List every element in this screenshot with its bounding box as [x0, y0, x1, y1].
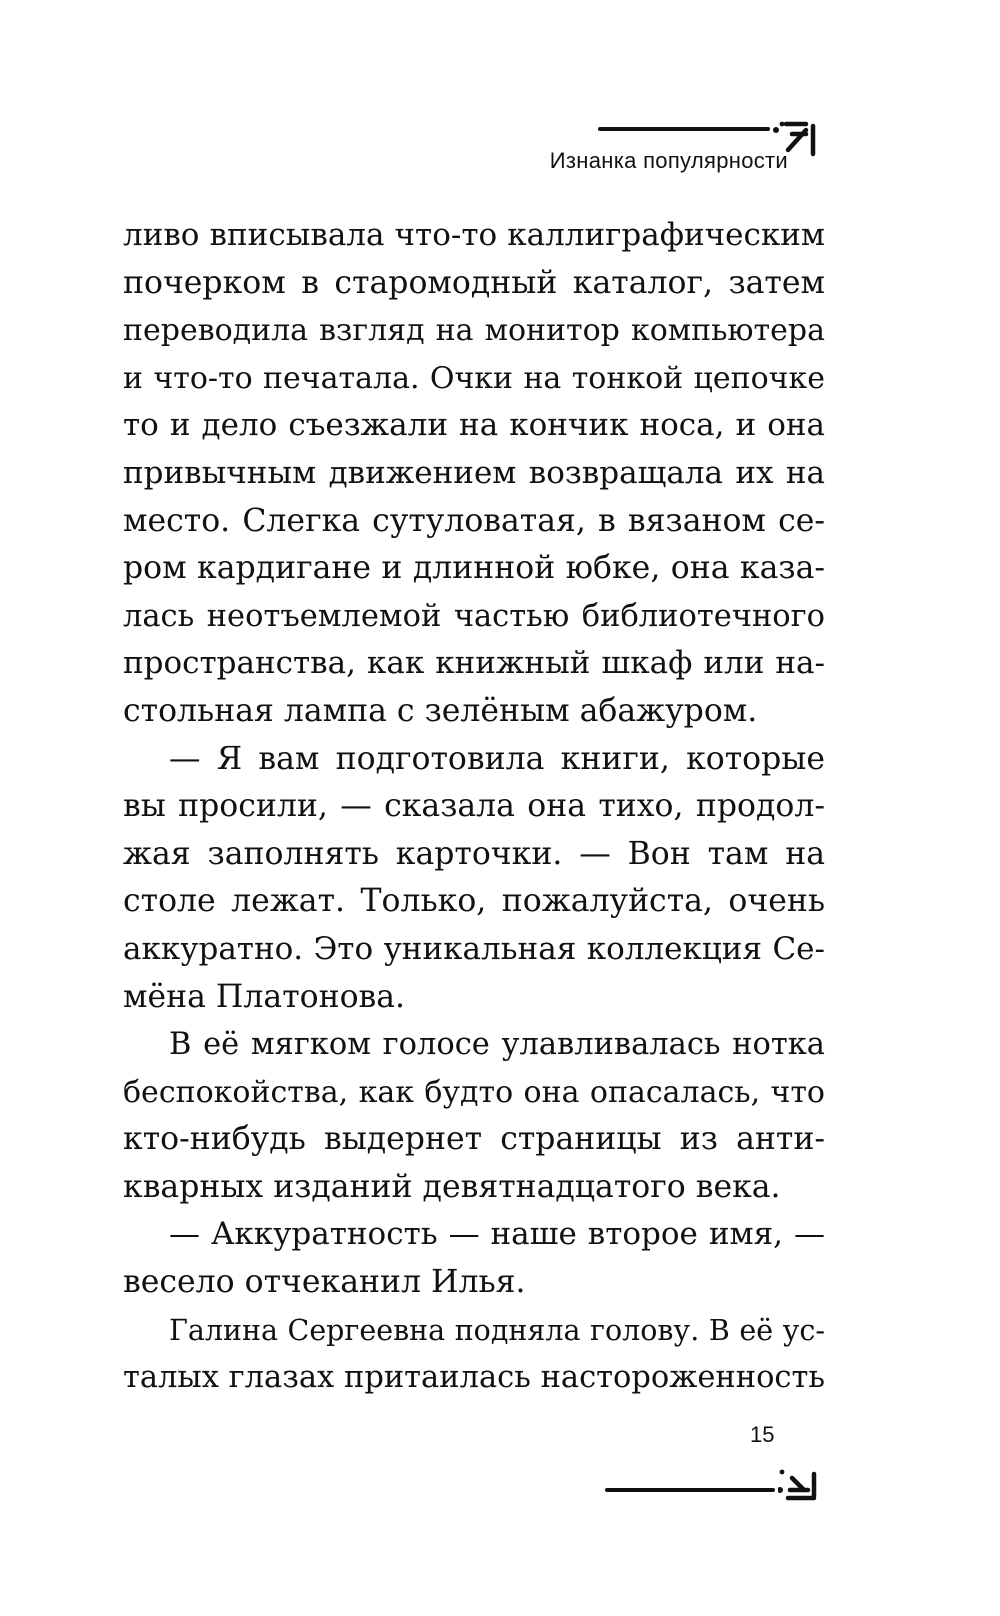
text-line: привычным движением возвращала их на	[123, 454, 825, 491]
paragraph	[123, 1211, 825, 1306]
header-rule	[598, 127, 770, 131]
text-line: кварных изданий девятнадцатого века.	[123, 1168, 781, 1205]
page-number: 15	[750, 1422, 775, 1447]
text-line: ром кардигане и длинной юбке, она каза-	[123, 550, 825, 587]
text-line: почерком в старомодный каталог, затем	[123, 264, 825, 301]
text-line: весело отчеканил Илья.	[123, 1264, 526, 1301]
text-line: то и дело съезжали на кончик носа, и она	[123, 407, 825, 444]
text-line: переводила взгляд на монитор компьютера	[123, 313, 825, 349]
body-text	[123, 212, 825, 1402]
text-line: столе лежат. Только, пожалуйста, очень	[123, 883, 825, 920]
text-line: и что-то печатала. Очки на тонкой цепочке	[123, 360, 825, 396]
footer-rule	[605, 1488, 775, 1492]
text-line: жая заполнять карточки. — Вон там на	[123, 835, 825, 872]
text-line: кто-нибудь выдернет страницы из анти-	[123, 1121, 825, 1158]
paragraph	[123, 212, 825, 736]
text-line: место. Слегка сутуловатая, в вязаном се-	[123, 502, 825, 539]
text-line: пространства, как книжный шкаф или на-	[123, 645, 825, 682]
text-line: В её мягком голосе улавливалась нотка	[169, 1027, 825, 1063]
text-line: — Аккуратность — наше второе имя, —	[169, 1216, 825, 1253]
text-line: лась неотъемлемой частью библиотечного	[123, 598, 825, 634]
paragraph	[123, 736, 825, 1022]
text-line: стольная лампа с зелёным абажуром.	[123, 692, 758, 729]
running-head: Изнанка популярности	[549, 148, 788, 173]
text-line: Галина Сергеевна подняла голову. В её ус-	[169, 1313, 825, 1347]
text-line: мёна Платонова.	[123, 978, 406, 1015]
footer-sunburst-ornament-icon	[778, 1468, 830, 1512]
text-line: талых глазах притаилась настороженность	[123, 1360, 825, 1396]
text-line: вы просили, — сказала она тихо, продол-	[123, 788, 825, 825]
text-line: беспокойства, как будто она опасалась, что	[123, 1074, 825, 1110]
paragraph	[123, 1307, 825, 1402]
text-line: — Я вам подготовила книги, которые	[169, 740, 825, 777]
paragraph	[123, 1021, 825, 1211]
text-line: ливо вписывала что-то каллиграфическим	[123, 217, 825, 253]
text-line: аккуратно. Это уникальная коллекция Се-	[123, 930, 825, 967]
